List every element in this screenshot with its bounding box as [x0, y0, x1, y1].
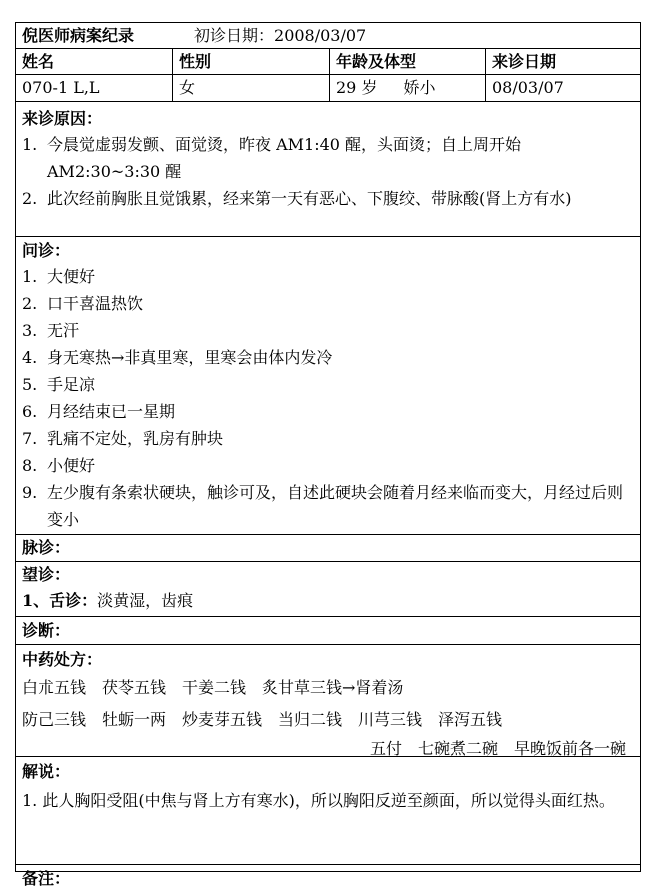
gender-label: 性别: [173, 49, 330, 74]
prescription-line: 白朮五钱 茯苓五钱 干姜二钱 炙甘草三钱→肾着汤: [22, 678, 404, 697]
notes-section: [16, 865, 640, 888]
case-record-table: [15, 22, 641, 888]
record-title: 倪医师病案纪录: [22, 26, 135, 45]
inquiry-label: 问诊：: [22, 241, 71, 260]
reason-item: 2. 此次经前胸胀且觉饿累，经来第一天有恶心、下腹绞、带脉酸(肾上方有水): [22, 189, 572, 208]
visit-date-label: 来诊日期: [492, 52, 557, 71]
inquiry-item: 9. 左少腹有条索状硬块，触诊可及，自述此硬块会随着月经来临而变大，月经过后则变小: [22, 483, 624, 529]
visit-date-value: 08/03/07: [492, 78, 564, 97]
explanation-section: [16, 757, 640, 865]
info-value-row: [16, 75, 640, 102]
name-label: 姓名: [16, 49, 173, 74]
first-visit-label: 初诊日期：: [194, 26, 275, 45]
tongue-diagnosis: [16, 587, 640, 615]
prescription-label: 中药处方：: [22, 650, 103, 669]
prescription-line: 防己三钱 牡蛎一两 炒麦芽五钱 当归二钱 川芎三钱 泽泻五钱: [22, 710, 503, 729]
tongue-text: 淡黄湿，齿痕: [97, 591, 194, 610]
reason-item: 1. 今晨觉虚弱发颤、面觉烫，昨夜 AM1:40 醒，头面烫；自上周开始 AM2:30~3:30 醒: [22, 135, 522, 181]
diagnosis-label: 诊断：: [22, 621, 71, 640]
inquiry-item: 4. 身无寒热→非真里寒，里寒会由体内发冷: [22, 348, 333, 367]
inquiry-section: [16, 237, 640, 535]
build-value: 娇小: [403, 78, 436, 97]
pulse-label: 脉诊：: [22, 538, 71, 557]
observation-label: 望诊：: [22, 565, 71, 584]
explanation-label: 解说：: [22, 762, 71, 781]
notes-label: 备注：: [22, 869, 71, 888]
info-label-row: [16, 49, 640, 75]
inquiry-item: 5. 手足凉: [22, 375, 96, 394]
header-row: [16, 23, 640, 49]
inquiry-item: 7. 乳痛不定处，乳房有肿块: [22, 429, 224, 448]
first-visit-date: 2008/03/07: [274, 26, 367, 45]
tongue-label: 1、舌诊：: [22, 591, 98, 610]
inquiry-item: 2. 口干喜温热饮: [22, 294, 144, 313]
diagnosis-section: [16, 617, 640, 645]
age-build-label: 年龄及体型: [330, 49, 486, 74]
age-build-value: [330, 75, 486, 101]
prescription-section: [16, 645, 640, 757]
pulse-section: [16, 535, 640, 562]
patient-id: 070-1 L,L: [16, 75, 173, 101]
gender-value: 女: [173, 75, 330, 101]
age-value: 29 岁: [336, 78, 378, 97]
observation-section: [16, 562, 640, 617]
inquiry-item: 3. 无汗: [22, 321, 80, 340]
inquiry-item: 6. 月经结束已一星期: [22, 402, 176, 421]
dosage-instructions: 五付 七碗煮二碗 早晚饭前各一碗: [369, 739, 626, 758]
reason-label: 来诊原因：: [22, 109, 103, 128]
reason-section: [16, 102, 640, 237]
explanation-text: 1. 此人胸阳受阻(中焦与肾上方有寒水)，所以胸阳反逆至颜面，所以觉得头面红热。: [22, 791, 615, 810]
inquiry-item: 1. 大便好: [22, 267, 96, 286]
inquiry-item: 8. 小便好: [22, 456, 96, 475]
